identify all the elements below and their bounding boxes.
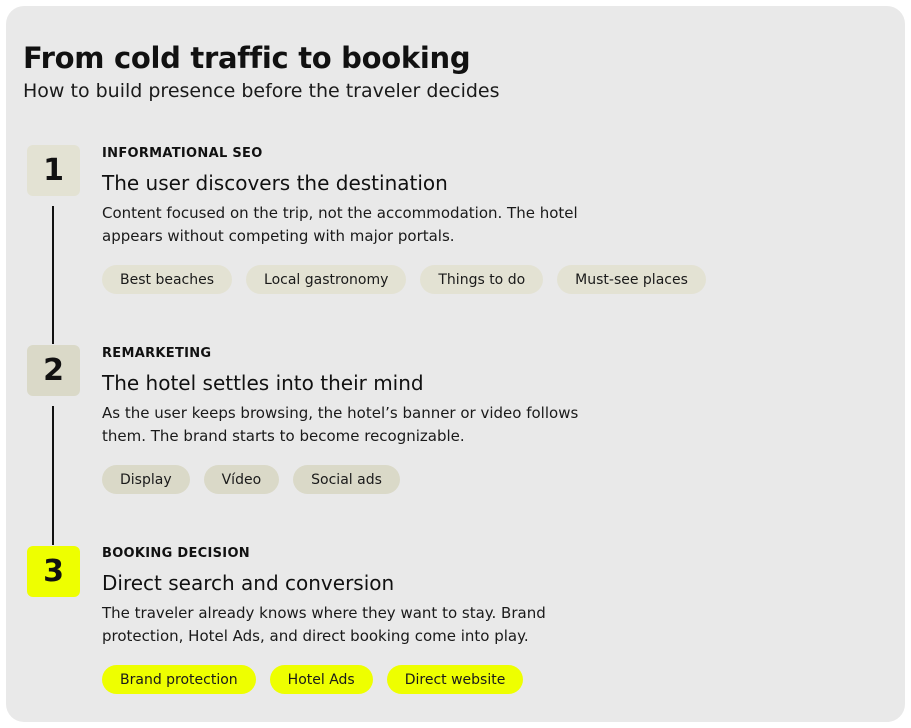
- connector-line-2-3: [52, 406, 54, 545]
- step-3-description: The traveler already knows where they want to stay. Brand protection, Hotel Ads, and direct booking come into play.: [102, 604, 546, 645]
- step-3-kicker: BOOKING DECISION: [102, 546, 250, 561]
- step-1-tags: [102, 265, 862, 294]
- step-number-badge-3: 3: [27, 546, 80, 597]
- tag-best-beaches: Best beaches: [102, 265, 232, 294]
- step-3: [102, 545, 862, 694]
- tag-display: Display: [102, 465, 190, 494]
- step-number-badge-1: 1: [27, 145, 80, 196]
- diagram-subtitle: How to build presence before the traveler decides: [23, 80, 500, 102]
- tag-direct-website: Direct website: [387, 665, 524, 694]
- tag-things-to-do: Things to do: [420, 265, 543, 294]
- step-2-description: As the user keeps browsing, the hotel’s banner or video follows them. The brand starts to become recognizable.: [102, 404, 579, 445]
- step-2-heading: The hotel settles into their mind: [102, 371, 424, 395]
- step-1-kicker: INFORMATIONAL SEO: [102, 146, 263, 161]
- tag-brand-protection: Brand protection: [102, 665, 256, 694]
- tag-local-gastronomy: Local gastronomy: [246, 265, 406, 294]
- step-2-kicker: REMARKETING: [102, 346, 212, 361]
- tag-social-ads: Social ads: [293, 465, 400, 494]
- connector-line-1-2: [52, 206, 54, 344]
- step-number-badge-2: 2: [27, 345, 80, 396]
- diagram-title: From cold traffic to booking: [23, 41, 471, 75]
- step-1-heading: The user discovers the destination: [102, 171, 448, 195]
- tag-hotel-ads: Hotel Ads: [270, 665, 373, 694]
- step-3-tags: [102, 665, 862, 694]
- step-1-description: Content focused on the trip, not the accommodation. The hotel appears without competing with major portals.: [102, 204, 578, 245]
- step-3-heading: Direct search and conversion: [102, 571, 395, 595]
- tag-video: Vídeo: [204, 465, 280, 494]
- step-2-tags: [102, 465, 862, 494]
- tag-must-see-places: Must-see places: [557, 265, 706, 294]
- step-1: [102, 145, 862, 294]
- step-2: [102, 345, 862, 494]
